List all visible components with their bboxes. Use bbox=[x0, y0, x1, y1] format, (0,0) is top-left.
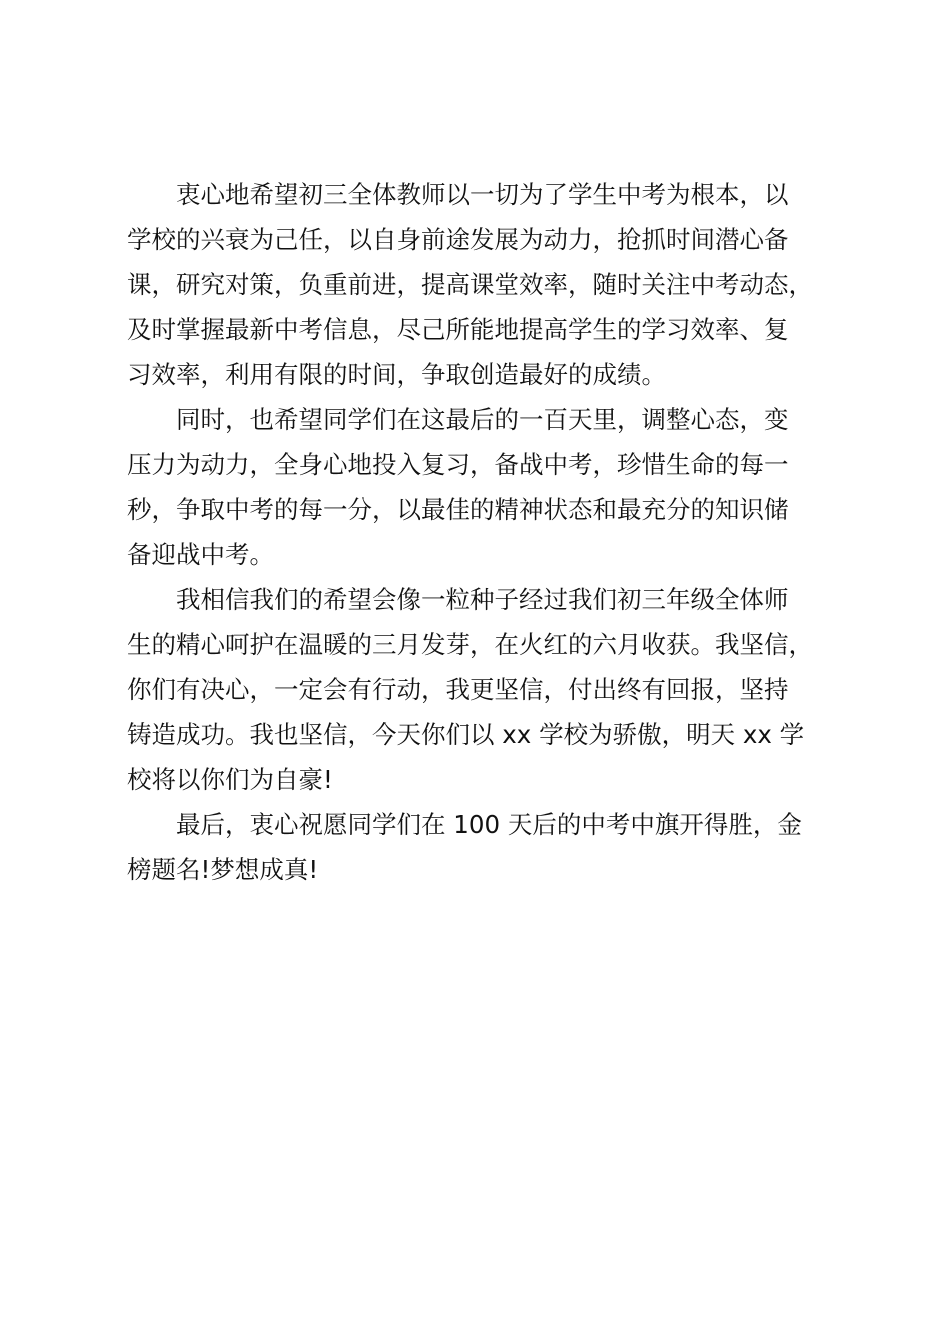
text-line: 压力为动力，全身心地投入复习，备战中考，珍惜生命的每一 bbox=[127, 450, 789, 479]
text-line: 备迎战中考。 bbox=[127, 540, 274, 569]
text-line: 我相信我们的希望会像一粒种子经过我们初三年级全体师 bbox=[176, 585, 789, 614]
text-line: 衷心地希望初三全体教师以一切为了学生中考为根本，以 bbox=[176, 180, 789, 209]
text-line: 校将以你们为自豪! bbox=[127, 765, 333, 794]
paragraph-students-hope bbox=[127, 397, 865, 577]
text-line: 最后，衷心祝愿同学们在 100 天后的中考中旗开得胜，金 bbox=[176, 810, 802, 839]
paragraph-belief bbox=[127, 577, 865, 802]
text-line: 生的精心呵护在温暖的三月发芽，在火红的六月收获。我坚信， bbox=[127, 630, 813, 659]
text-line: 同时，也希望同学们在这最后的一百天里，调整心态，变 bbox=[176, 405, 789, 434]
text-line: 课，研究对策，负重前进，提高课堂效率，随时关注中考动态， bbox=[127, 270, 813, 299]
text-line: 习效率，利用有限的时间，争取创造最好的成绩。 bbox=[127, 360, 666, 389]
text-line: 学校的兴衰为己任，以自身前途发展为动力，抢抓时间潜心备 bbox=[127, 225, 789, 254]
text-line: 铸造成功。我也坚信，今天你们以 xx 学校为骄傲，明天 xx 学 bbox=[127, 720, 805, 749]
text-line: 及时掌握最新中考信息，尽己所能地提高学生的学习效率、复 bbox=[127, 315, 789, 344]
text-line: 榜题名!梦想成真! bbox=[127, 855, 319, 884]
paragraph-teachers-hope bbox=[127, 172, 865, 397]
paragraph-closing-wishes bbox=[127, 802, 865, 892]
text-line: 秒，争取中考的每一分，以最佳的精神状态和最充分的知识储 bbox=[127, 495, 789, 524]
text-line: 你们有决心，一定会有行动，我更坚信，付出终有回报，坚持 bbox=[127, 675, 789, 704]
document-body bbox=[127, 172, 865, 892]
